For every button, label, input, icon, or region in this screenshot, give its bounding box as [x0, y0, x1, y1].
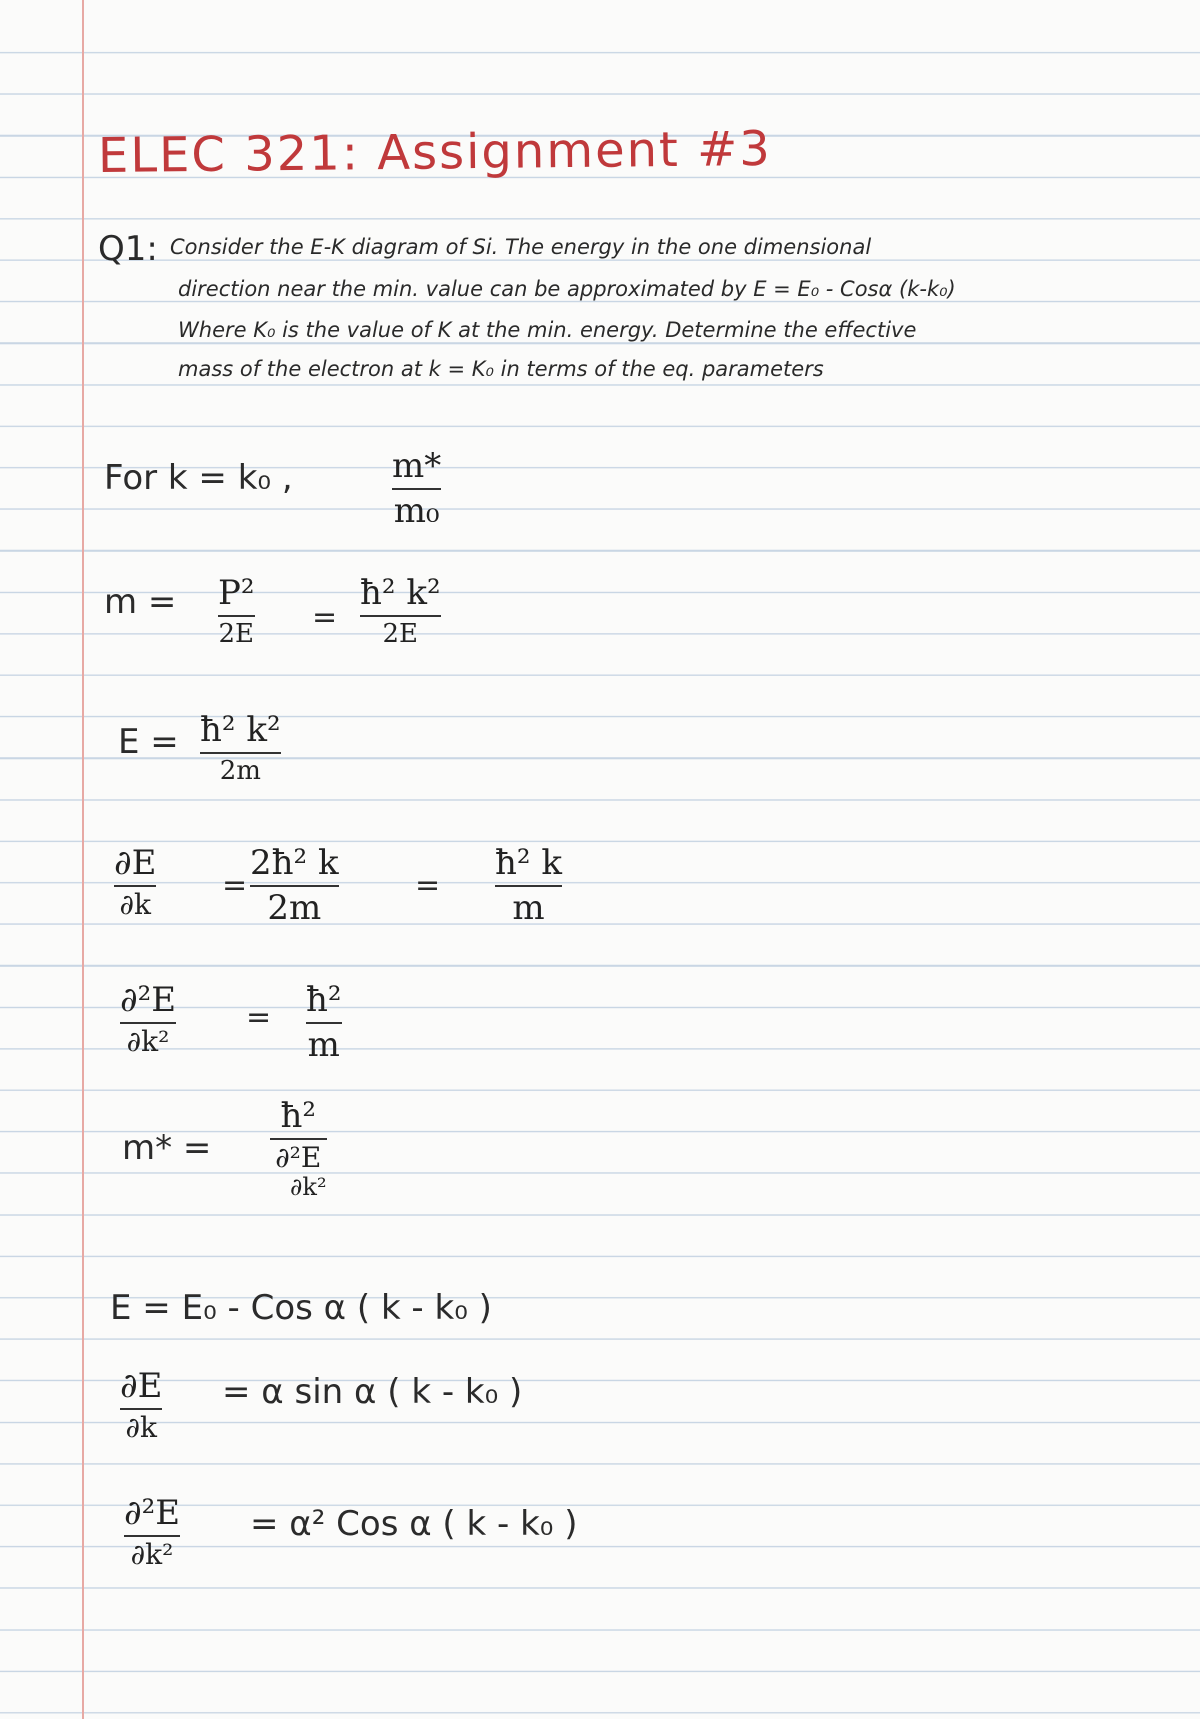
fraction-denominator: 2E	[382, 619, 419, 650]
fraction-numerator: 2ħ² k	[250, 843, 339, 883]
fraction-denominator: 2m	[219, 756, 261, 787]
given-second-derivative-lhs	[124, 1495, 180, 1571]
energy-lhs: E =	[118, 722, 179, 762]
fraction-bar	[495, 885, 562, 887]
fraction-denominator: m	[512, 888, 545, 929]
fraction-denominator: ∂²E	[275, 1141, 322, 1175]
question-line: mass of the electron at k = K₀ in terms of the eq. parameters	[178, 357, 824, 381]
fraction-numerator: m*	[392, 446, 442, 486]
fraction-bar	[200, 752, 281, 754]
fraction-bar	[120, 1022, 176, 1024]
hbar-fraction	[360, 575, 441, 649]
question-line: Where K₀ is the value of K at the min. energy. Determine the effective	[178, 318, 917, 342]
effective-mass-lhs: m* =	[122, 1128, 212, 1168]
fraction-numerator: ħ² k	[495, 843, 562, 883]
fraction-bar	[270, 1138, 327, 1140]
first-derivative-mid	[250, 845, 339, 928]
fraction-bar	[250, 885, 339, 887]
equals-sign: =	[246, 1000, 272, 1035]
mass-lhs: m =	[104, 582, 177, 622]
fraction-bar	[120, 1408, 162, 1410]
given-first-derivative-lhs	[120, 1368, 162, 1444]
effective-mass-ratio	[392, 448, 441, 531]
effective-mass-formula	[270, 1098, 327, 1201]
fraction-numerator: ħ²	[280, 1096, 317, 1136]
page-title: ELEC 321: Assignment #3	[97, 120, 773, 184]
fraction-numerator: ∂E	[114, 843, 157, 883]
second-derivative-lhs	[120, 982, 176, 1058]
first-derivative-lhs	[114, 845, 156, 921]
given-second-derivative-rhs: = α² Cos α ( k - k₀ )	[250, 1504, 578, 1544]
energy-fraction	[200, 712, 281, 786]
for-condition: For k = k₀ ,	[104, 458, 293, 498]
fraction-numerator: ∂E	[120, 1366, 163, 1406]
fraction-denominator: ∂k	[125, 1411, 157, 1445]
question-label: Q1:	[98, 229, 158, 269]
fraction-numerator: ħ²	[306, 980, 342, 1020]
fraction-denominator: 2E	[218, 619, 255, 650]
fraction-bar	[124, 1535, 180, 1537]
given-energy-equation: E = E₀ - Cos α ( k - k₀ )	[110, 1288, 492, 1328]
given-first-derivative-rhs: = α sin α ( k - k₀ )	[222, 1372, 523, 1412]
fraction-numerator: ħ² k²	[200, 710, 281, 750]
fraction-numerator: ∂²E	[120, 980, 177, 1020]
fraction-denominator: ∂k²	[126, 1025, 170, 1059]
fraction-denominator: ∂k²	[130, 1538, 174, 1572]
fraction-denominator: 2m	[267, 888, 322, 929]
second-derivative-rhs	[306, 982, 342, 1065]
fraction-numerator: ħ² k²	[360, 573, 441, 613]
fraction-bar	[306, 1022, 342, 1024]
fraction-numerator: ∂²E	[124, 1493, 181, 1533]
fraction-numerator: P²	[218, 573, 255, 613]
fraction-denominator: m	[307, 1025, 340, 1066]
fraction-bar	[218, 615, 255, 617]
fraction-denominator: ∂k²	[290, 1173, 327, 1202]
equals-sign: =	[415, 868, 441, 903]
fraction-bar	[392, 488, 441, 490]
margin-line	[82, 0, 84, 1719]
first-derivative-rhs	[495, 845, 562, 928]
equals-sign: =	[312, 600, 338, 635]
fraction-denominator: ∂k	[119, 888, 151, 922]
momentum-fraction	[218, 575, 255, 649]
fraction-denominator: m₀	[393, 491, 440, 532]
equals-sign: =	[222, 868, 248, 903]
fraction-bar	[114, 885, 156, 887]
fraction-bar	[360, 615, 441, 617]
question-line: Consider the E-K diagram of Si. The energy in the one dimensional	[170, 235, 872, 259]
question-line: direction near the min. value can be approximated by E = E₀ - Cosα (k-k₀)	[178, 277, 956, 301]
